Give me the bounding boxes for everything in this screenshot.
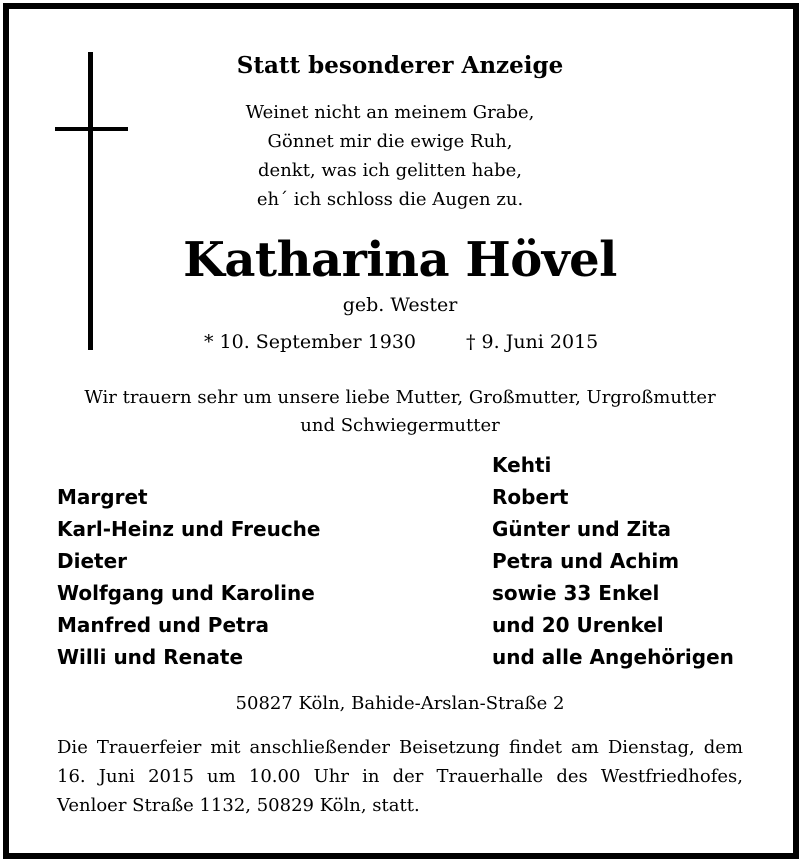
mourners-right-list: [492, 449, 734, 673]
mourner-name: und alle Angehörigen: [492, 645, 734, 669]
ceremony-line: Die Trauerfeier mit anschließender Beisetzung findet am Dienstag, dem: [57, 737, 743, 758]
mourner-name: Kehti: [492, 453, 552, 477]
mourner-name: Wolfgang und Karoline: [57, 581, 315, 605]
mourner-name: Petra und Achim: [492, 549, 680, 573]
poem-line: eh´ ich schloss die Augen zu.: [256, 189, 524, 210]
poem-line: denkt, was ich gelitten habe,: [258, 160, 522, 181]
mourning-line: Wir trauern sehr um unsere liebe Mutter, Großmutter, Urgroßmutter: [84, 387, 716, 408]
ceremony-text: [57, 733, 743, 820]
ceremony-line: Venloer Straße 1132, 50829 Köln, statt.: [57, 795, 420, 816]
mourners-left-list: [57, 481, 320, 673]
notice-heading: Statt besonderer Anzeige: [236, 52, 564, 79]
mourner-name: sowie 33 Enkel: [492, 581, 660, 605]
poem-line: Gönnet mir die ewige Ruh,: [267, 131, 513, 152]
mourner-name: Dieter: [57, 549, 128, 573]
poem-line: Weinet nicht an meinem Grabe,: [245, 102, 535, 123]
mourner-name: Robert: [492, 485, 569, 509]
mourner-name: Manfred und Petra: [57, 613, 269, 637]
mourner-name: und 20 Urenkel: [492, 613, 664, 637]
mourning-text: [0, 384, 800, 440]
ceremony-line: 16. Juni 2015 um 10.00 Uhr in der Trauerhalle des Westfriedhofes,: [57, 766, 743, 787]
poem: [0, 98, 780, 214]
family-address: 50827 Köln, Bahide-Arslan-Straße 2: [235, 693, 565, 714]
death-date: † 9. Juni 2015: [466, 331, 599, 353]
mourner-name: Margret: [57, 485, 148, 509]
birth-date: * 10. September 1930: [204, 331, 416, 353]
mourner-name: Karl-Heinz und Freuche: [57, 517, 321, 541]
mourner-name: Willi und Renate: [57, 645, 244, 669]
maiden-name: geb. Wester: [342, 294, 458, 316]
deceased-name: Katharina Hövel: [183, 232, 617, 288]
mourning-line: und Schwiegermutter: [300, 415, 500, 436]
mourner-name: Günter und Zita: [492, 517, 672, 541]
